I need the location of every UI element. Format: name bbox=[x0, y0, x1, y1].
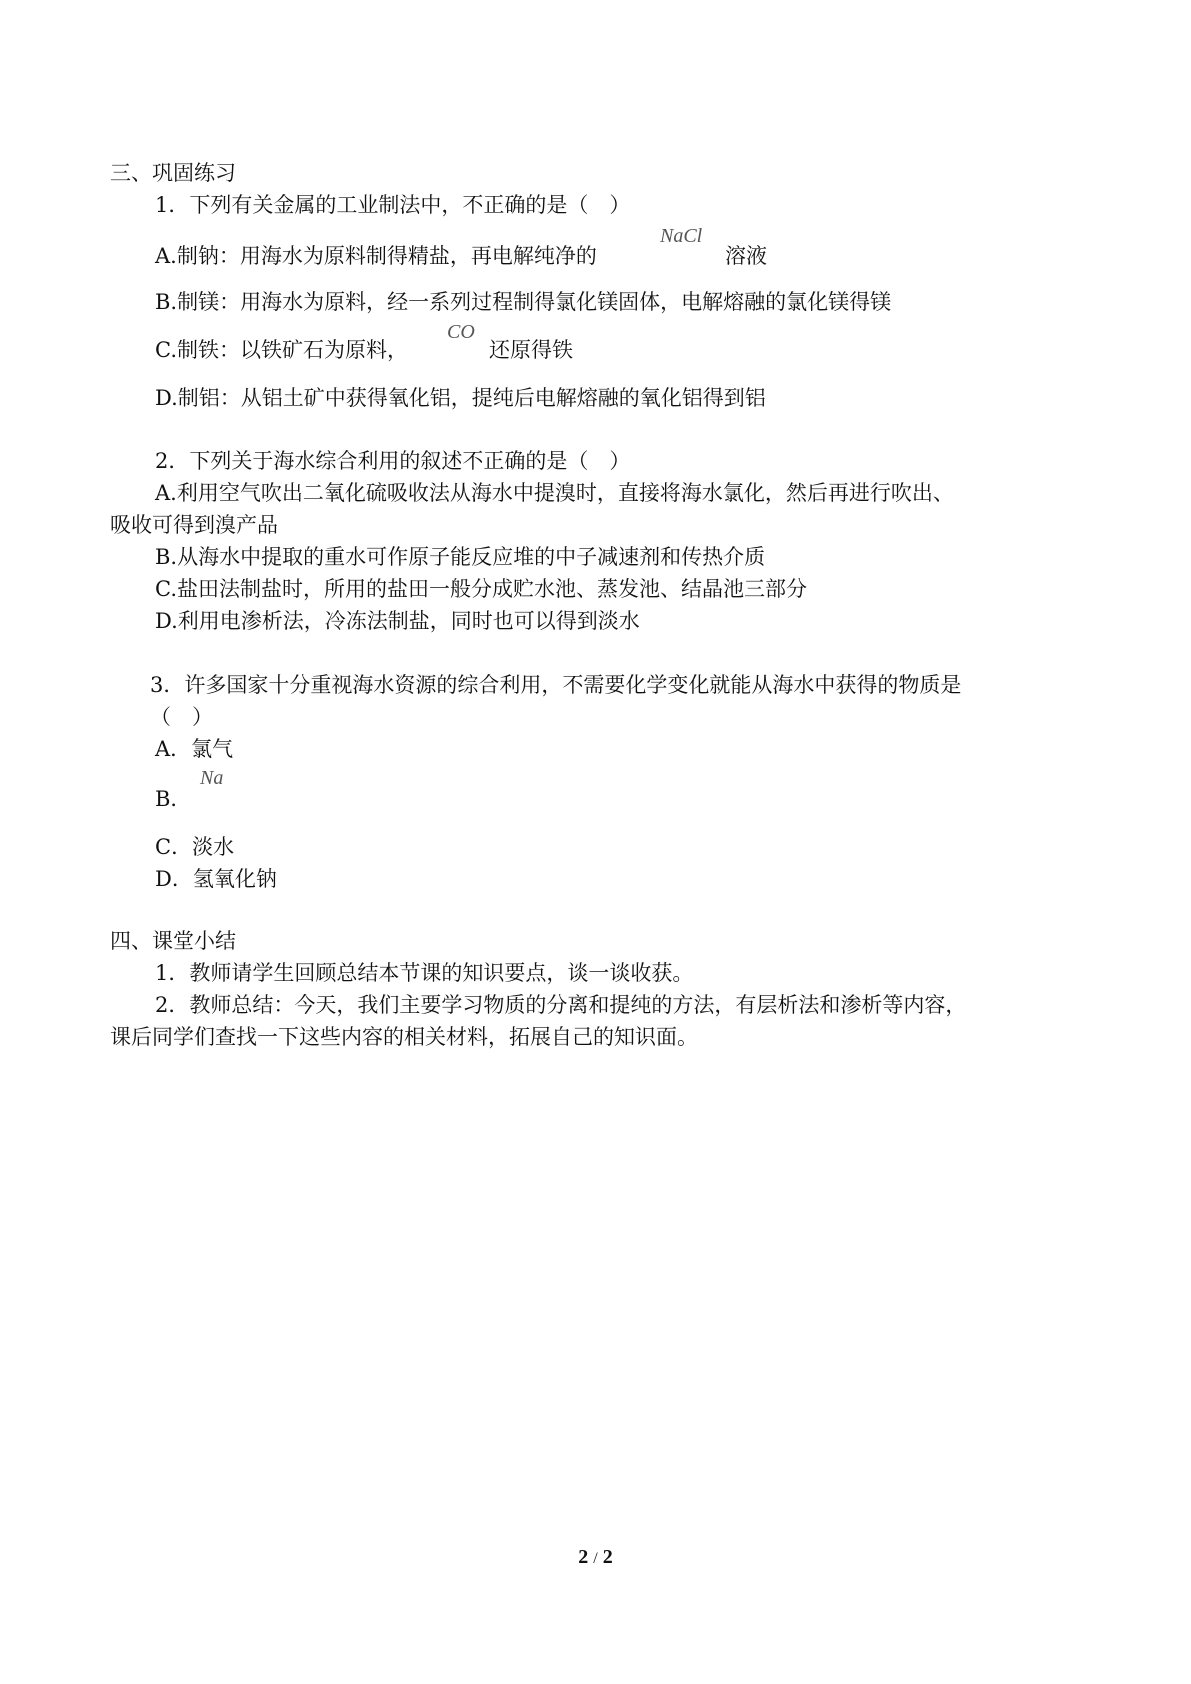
section-heading-consolidation: 三、巩固练习 bbox=[110, 161, 236, 185]
question-2-option-a-line-2: 吸收可得到溴产品 bbox=[110, 513, 278, 537]
summary-point-2-line-2: 课后同学们查找一下这些内容的相关材料，拓展自己的知识面。 bbox=[110, 1025, 698, 1049]
page-separator: / bbox=[593, 1550, 598, 1567]
question-2-option-c: C.盐田法制盐时，所用的盐田一般分成贮水池、蒸发池、结晶池三部分 bbox=[155, 577, 807, 601]
question-2-option-b: B.从海水中提取的重水可作原子能反应堆的中子减速剂和传热介质 bbox=[155, 545, 766, 569]
formula-nacl: NaCl bbox=[660, 225, 703, 247]
question-1-option-a bbox=[155, 243, 597, 269]
question-3-option-d: D．氢氧化钠 bbox=[155, 867, 277, 891]
page-number bbox=[0, 1545, 1191, 1571]
summary-point-1: 1．教师请学生回顾总结本节课的知识要点，谈一谈收获。 bbox=[155, 961, 694, 985]
question-1-stem: 1．下列有关金属的工业制法中，不正确的是（ ） bbox=[155, 193, 631, 217]
question-3-stem: 3．许多国家十分重视海水资源的综合利用，不需要化学变化就能从海水中获得的物质是 bbox=[150, 673, 962, 697]
question-3-option-a: A．氯气 bbox=[155, 737, 234, 761]
question-3-paren: （ ） bbox=[150, 705, 213, 729]
section-heading-summary: 四、课堂小结 bbox=[110, 929, 236, 953]
summary-point-2-line-1: 2．教师总结：今天，我们主要学习物质的分离和提纯的方法，有层析法和渗析等内容， bbox=[155, 993, 967, 1017]
formula-na: Na bbox=[200, 767, 224, 789]
question-1-option-d: D.制铝：从铝土矿中获得氧化铝，提纯后电解熔融的氧化铝得到铝 bbox=[155, 386, 766, 410]
question-1-option-b: B.制镁：用海水为原料，经一系列过程制得氯化镁固体，电解熔融的氯化镁得镁 bbox=[155, 290, 892, 314]
option-text: A.制钠：用海水为原料制得精盐，再电解纯净的 bbox=[155, 244, 597, 268]
page-current: 2 bbox=[578, 1546, 589, 1568]
page-total: 2 bbox=[602, 1546, 613, 1568]
question-1-option-c: C.制铁：以铁矿石为原料， bbox=[155, 338, 408, 362]
question-1-option-c-suffix: 还原得铁 bbox=[489, 338, 573, 362]
question-1-option-a-suffix: 溶液 bbox=[725, 244, 767, 268]
formula-co: CO bbox=[447, 321, 475, 343]
question-3-option-c: C．淡水 bbox=[155, 835, 235, 859]
question-2-stem: 2．下列关于海水综合利用的叙述不正确的是（ ） bbox=[155, 449, 631, 473]
question-2-option-a-line-1: A.利用空气吹出二氧化硫吸收法从海水中提溴时，直接将海水氯化，然后再进行吹出、 bbox=[155, 481, 954, 505]
question-2-option-d: D.利用电渗析法，冷冻法制盐，同时也可以得到淡水 bbox=[155, 609, 640, 633]
question-3-option-b: B． bbox=[155, 787, 192, 811]
